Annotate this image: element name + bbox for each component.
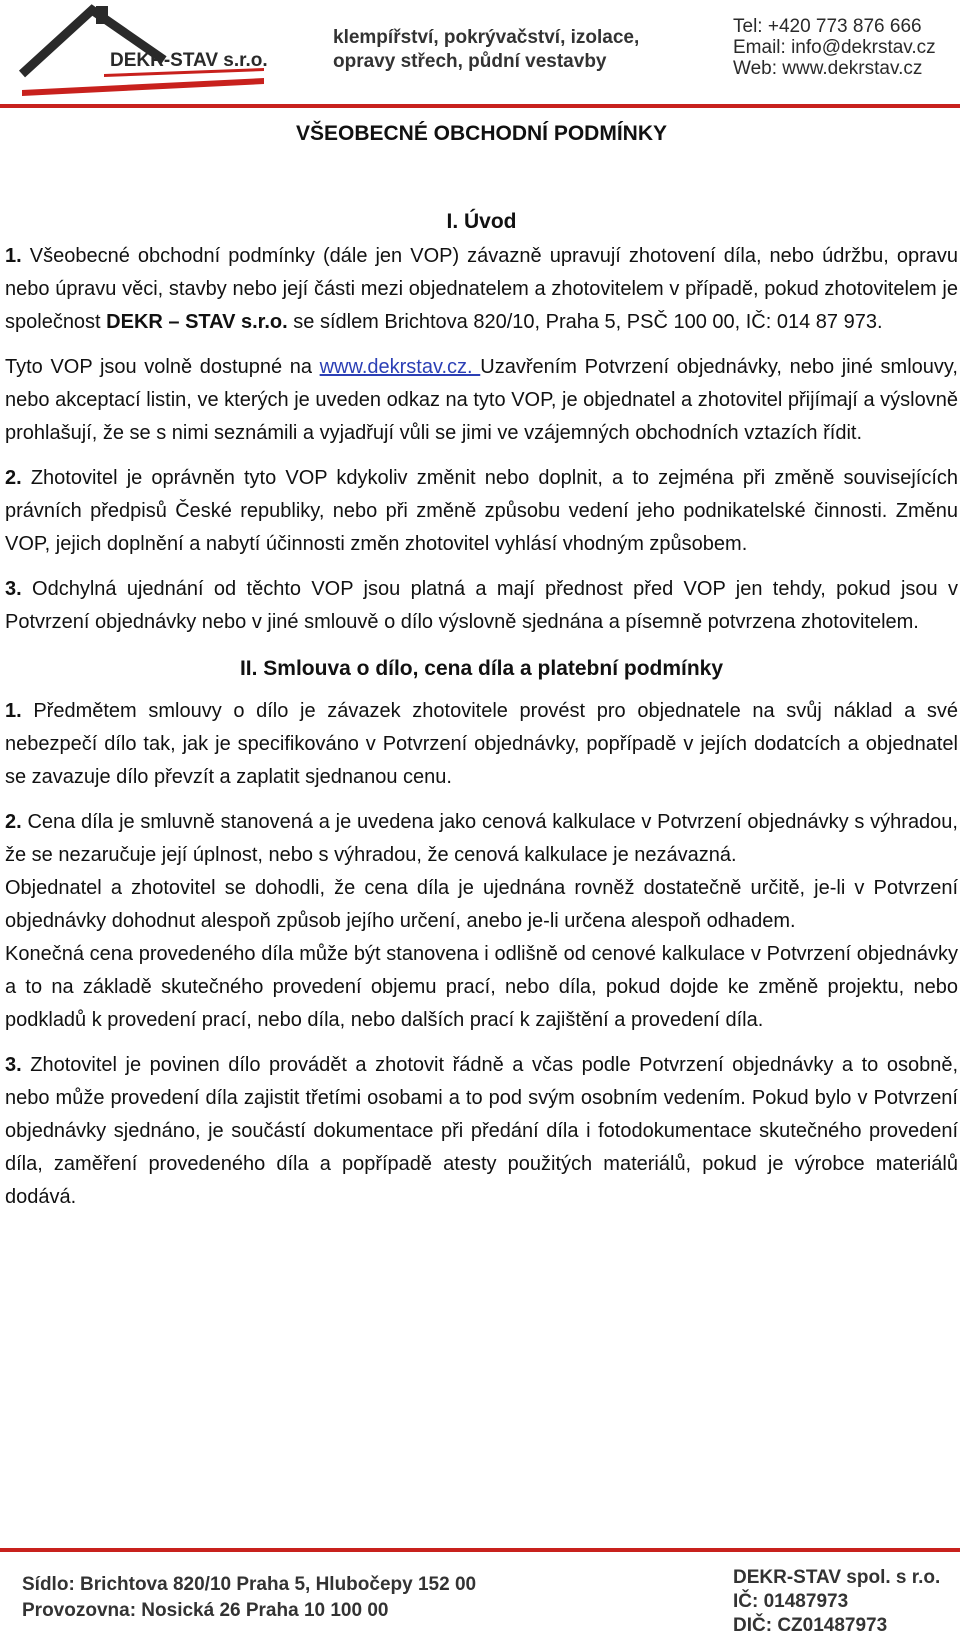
branch-address: Provozovna: Nosická 26 Praha 10 100 00 [22, 1600, 389, 1621]
website: Web: www.dekrstav.cz [733, 58, 923, 79]
company-name: DEKR – STAV s.r.o. [106, 311, 288, 333]
paragraph-text: Předmětem smlouvy o dílo je závazek zhotovitele provést pro objednatele na svůj náklad a své nebezpečí dílo tak, jak je specifikováno v Potvrzení objednávky, popřípadě v jejích dodatcích a objednatel se zavazuje dílo převzít a zaplatit sjednanou cenu. [5, 700, 958, 788]
paragraph [5, 240, 958, 339]
paragraph-text: se sídlem Brichtova 820/10, Praha 5, PSČ 100 00, IČ: 014 87 973. [287, 311, 883, 333]
item-number: 2. [5, 811, 22, 833]
paragraph-text: Cena díla je smluvně stanovená a je uvedena jako cenová kalkulace v Potvrzení objednávky s výhradou, že se nezaručuje její úplnost, nebo s výhradou, že cenová kalkulace je nezávazná. [5, 811, 958, 866]
paragraph: Objednatel a zhotovitel se dohodli, že cena díla je ujednána rovněž dostatečně určitě, je-li v Potvrzení objednávky dohodnut alespoň způsob jejího určení, anebo je-li určena alespoň odhadem. [5, 877, 958, 932]
company-legal-name: DEKR-STAV spol. s r.o. [733, 1567, 941, 1588]
header-divider [0, 104, 960, 108]
paragraph-text: Odchylná ujednání od těchto VOP jsou platná a mají přednost před VOP jen tehdy, pokud jsou v Potvrzení objednávky nebo v jiné smlouvě o dílo výslovně sjednána a písemně potvrzena zhotovitelem. [5, 578, 958, 633]
paragraph [5, 573, 958, 639]
paragraph [5, 806, 958, 872]
tagline-line: klempířství, pokrývačství, izolace, [333, 27, 640, 48]
letterhead [0, 0, 960, 108]
section-heading: II. Smlouva o dílo, cena díla a platební podmínky [239, 657, 724, 680]
phone: Tel: +420 773 876 666 [733, 16, 922, 37]
page-footer [0, 1548, 960, 1650]
paragraph: Konečná cena provedeného díla může být stanovena i odlišně od cenové kalkulace v Potvrzení objednávky a to na základě skutečného provedení objemu prací, nebo díla, pokud dojde ke změně projektu, nebo podkladů k provedení prací, nebo díla, nebo dalších prací k zajištění a provedení díla. [5, 943, 958, 1031]
paragraph-text: Zhotovitel je povinen dílo provádět a zhotovit řádně a včas podle Potvrzení objednávky a to osobně, nebo může provedení díla zajistit třetími osobami a to pod svým osobním vedením. Pokud bylo v Potvrzení objednávky sjednáno, je součástí dokumentace při předání díla i fotodokumentace skutečného provedení díla, zaměření provedeného díla a popřípadě atesty použitých materiálů, pokud je výrobce materiálů dodává. [5, 1054, 958, 1208]
document-title: VŠEOBECNÉ OBCHODNÍ PODMÍNKY [295, 122, 668, 145]
paragraph [5, 462, 958, 561]
paragraph-text: Zhotovitel je oprávněn tyto VOP kdykoliv změnit nebo doplnit, a to zejména při změně souvisejících právních předpisů České republiky, nebo při změně způsobu vedení jeho podnikatelské činnosti. Změnu VOP, jejich doplnění a nabytí účinnosti změn zhotovitel vyhlásí vhodným způsobem. [5, 467, 958, 555]
tagline-line: opravy střech, půdní vestavby [333, 51, 607, 72]
document-body [5, 116, 958, 1214]
registered-address: Sídlo: Brichtova 820/10 Praha 5, Hlubočepy 152 00 [22, 1574, 477, 1595]
paragraph [5, 1049, 958, 1214]
item-number: 3. [5, 1054, 22, 1076]
paragraph-text: Všeobecné obchodní podmínky (dále jen VOP) závazně upravují zhotovení díla, nebo údržbu, opravu nebo úpravu věci, stavby nebo její části mezi objednatelem a zhotovitelem v případě, pokud zhotovitelem je společnost [5, 245, 958, 333]
company-id: IČ: 01487973 [733, 1591, 849, 1612]
website-link[interactable]: www.dekrstav.cz. [319, 356, 481, 378]
company-tagline [333, 26, 639, 74]
item-number: 1. [5, 700, 22, 722]
paragraph [5, 695, 958, 794]
item-number: 3. [5, 578, 22, 600]
paragraph [5, 351, 958, 450]
footer-divider [0, 1548, 960, 1552]
section-heading: I. Úvod [446, 210, 517, 233]
vat-id: DIČ: CZ01487973 [733, 1615, 888, 1636]
item-number: 2. [5, 467, 22, 489]
company-logo [14, 4, 284, 104]
paragraph-text: Uzavřením Potvrzení objednávky, nebo jiné smlouvy, nebo akceptací listin, ve kterých je uveden odkaz na tyto VOP, je objednatel a zhotovitel přijímají a výslovně prohlašují, že se s nimi seznámili a vyjadřují vůli se jimi ve vzájemných obchodních vztazích řídit. [5, 356, 958, 444]
email: Email: info@dekrstav.cz [733, 37, 936, 58]
paragraph-text: Tyto VOP jsou volně dostupné na [5, 356, 320, 378]
footer-company-ids [733, 1566, 940, 1638]
footer-addresses [22, 1572, 476, 1624]
item-number: 1. [5, 245, 22, 267]
contact-block [733, 16, 936, 79]
logo-wordmark: DEKR-STAV s.r.o. [110, 50, 268, 71]
